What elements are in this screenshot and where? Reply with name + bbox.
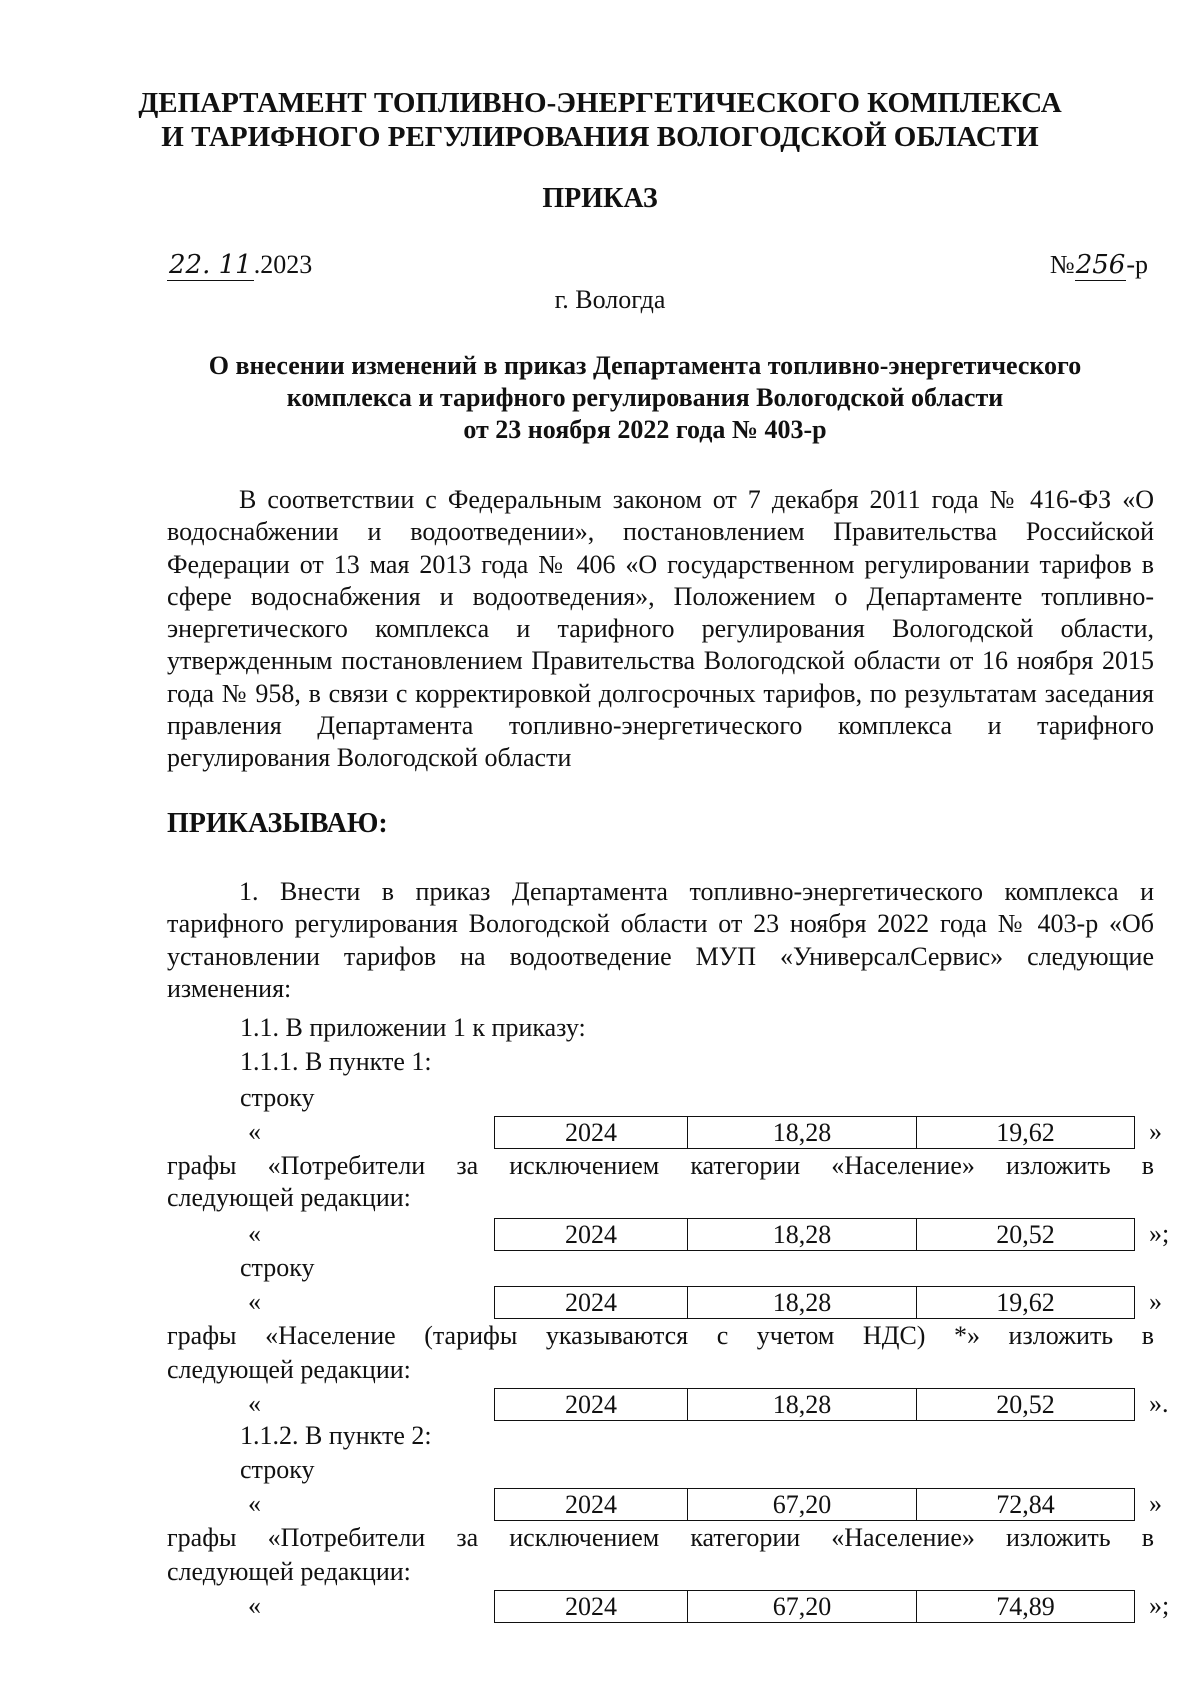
department-line-2: И ТАРИФНОГО РЕГУЛИРОВАНИЯ ВОЛОГОДСКОЙ ОБЛАСТИ <box>161 121 1039 153</box>
tariff-table <box>494 1590 1135 1623</box>
word-row-3: строку <box>240 1455 315 1484</box>
tariff-table <box>494 1286 1135 1319</box>
close-quote: » <box>1149 1287 1162 1316</box>
subject-line-2: комплекса и тарифного регулирования Вологодской области <box>286 383 1004 412</box>
value-cell-2: 20,52 <box>996 1220 1055 1249</box>
year-cell: 2024 <box>495 1591 688 1622</box>
subject-line-1: О внесении изменений в приказ Департамента топливно-энергетического <box>208 351 1082 380</box>
year-cell: 2024 <box>495 1219 688 1250</box>
tariff-table <box>494 1488 1135 1521</box>
order-subject <box>150 350 1140 446</box>
graph-consumers-1: графы «Потребители за исключением категории «Население» изложить в <box>167 1151 1154 1180</box>
value-cell-1: 18,28 <box>688 1219 917 1250</box>
order-title: ПРИКАЗ <box>542 183 658 214</box>
value-cell-2: 19,62 <box>996 1288 1055 1317</box>
close-quote: »; <box>1149 1219 1170 1248</box>
close-quote: ». <box>1149 1389 1169 1418</box>
item-1-1-1: 1.1.1. В пункте 1: <box>240 1047 432 1076</box>
value-cell-1: 18,28 <box>688 1287 917 1318</box>
date-year: .2023 <box>253 250 313 279</box>
number-prefix: № <box>1049 250 1075 279</box>
next-edition-3: следующей редакции: <box>167 1557 411 1586</box>
item-1-1-2: 1.1.2. В пункте 2: <box>240 1421 432 1450</box>
word-row-1: строку <box>240 1083 315 1112</box>
graph-population: графы «Население (тарифы указываются с учетом НДС) *» изложить в <box>167 1321 1154 1350</box>
order-date <box>167 249 312 281</box>
year-cell: 2024 <box>495 1389 688 1420</box>
close-quote: » <box>1149 1117 1162 1146</box>
handwritten-number: 256 <box>1075 250 1126 280</box>
close-quote: » <box>1149 1489 1162 1518</box>
tariff-table <box>494 1218 1135 1251</box>
tariff-table <box>494 1388 1135 1421</box>
value-cell-1: 18,28 <box>688 1117 917 1148</box>
word-row-2: строку <box>240 1253 315 1282</box>
department-line-1: ДЕПАРТАМЕНТ ТОПЛИВНО-ЭНЕРГЕТИЧЕСКОГО КОМПЛЕКСА <box>138 87 1062 119</box>
open-quote: « <box>248 1591 261 1620</box>
command-word: ПРИКАЗЫВАЮ: <box>167 808 388 839</box>
year-cell: 2024 <box>495 1489 688 1520</box>
department-header <box>0 86 1200 154</box>
item-1-1: 1.1. В приложении 1 к приказу: <box>240 1013 586 1042</box>
next-edition-2: следующей редакции: <box>167 1355 411 1384</box>
value-cell-1: 67,20 <box>688 1591 917 1622</box>
open-quote: « <box>248 1287 261 1316</box>
open-quote: « <box>248 1489 261 1518</box>
value-cell-2: 72,84 <box>996 1490 1055 1519</box>
year-cell: 2024 <box>495 1287 688 1318</box>
value-cell-2: 19,62 <box>996 1118 1055 1147</box>
open-quote: « <box>248 1389 261 1418</box>
subject-line-3: от 23 ноября 2022 года № 403-р <box>463 415 827 444</box>
value-cell-2: 74,89 <box>996 1592 1055 1621</box>
value-cell-2: 20,52 <box>996 1390 1055 1419</box>
open-quote: « <box>248 1219 261 1248</box>
close-quote: »; <box>1149 1591 1170 1620</box>
year-cell: 2024 <box>495 1117 688 1148</box>
handwritten-date: 22. 11 <box>169 250 252 280</box>
graph-consumers-2: графы «Потребители за исключением категории «Население» изложить в <box>167 1523 1154 1552</box>
value-cell-1: 18,28 <box>688 1389 917 1420</box>
value-cell-1: 67,20 <box>688 1489 917 1520</box>
preamble-paragraph: В соответствии с Федеральным законом от 7 декабря 2011 года № 416-ФЗ «О водоснабжении и водоотведении», постановлением Правительства Российской Федерации от 13 мая 2013 года № 406 «О государственном регулировании тарифов в сфере водоснабжения и водоотведения», Положением о Департаменте топливно-энергетического комплекса и тарифного регулирования Вологодской области, утвержденным постановлением Правительства Вологодской области от 16 ноября 2015 года № 958, в связи с корректировкой долгосрочных тарифов, по результатам заседания правления Департамента топливно-энергетического комплекса и тарифного регулирования Вологодской области <box>167 485 1154 773</box>
open-quote: « <box>248 1117 261 1146</box>
tariff-table <box>494 1116 1135 1149</box>
number-suffix: -р <box>1126 250 1148 279</box>
item-1-paragraph: 1. Внести в приказ Департамента топливно-энергетического комплекса и тарифного регулирования Вологодской области от 23 ноября 2022 года № 403-р «Об установлении тарифов на водоотведение МУП «УниверсалСервис» следующие изменения: <box>167 877 1154 1003</box>
city: г. Вологда <box>554 285 666 314</box>
order-number <box>1050 249 1148 281</box>
next-edition-1: следующей редакции: <box>167 1183 411 1212</box>
